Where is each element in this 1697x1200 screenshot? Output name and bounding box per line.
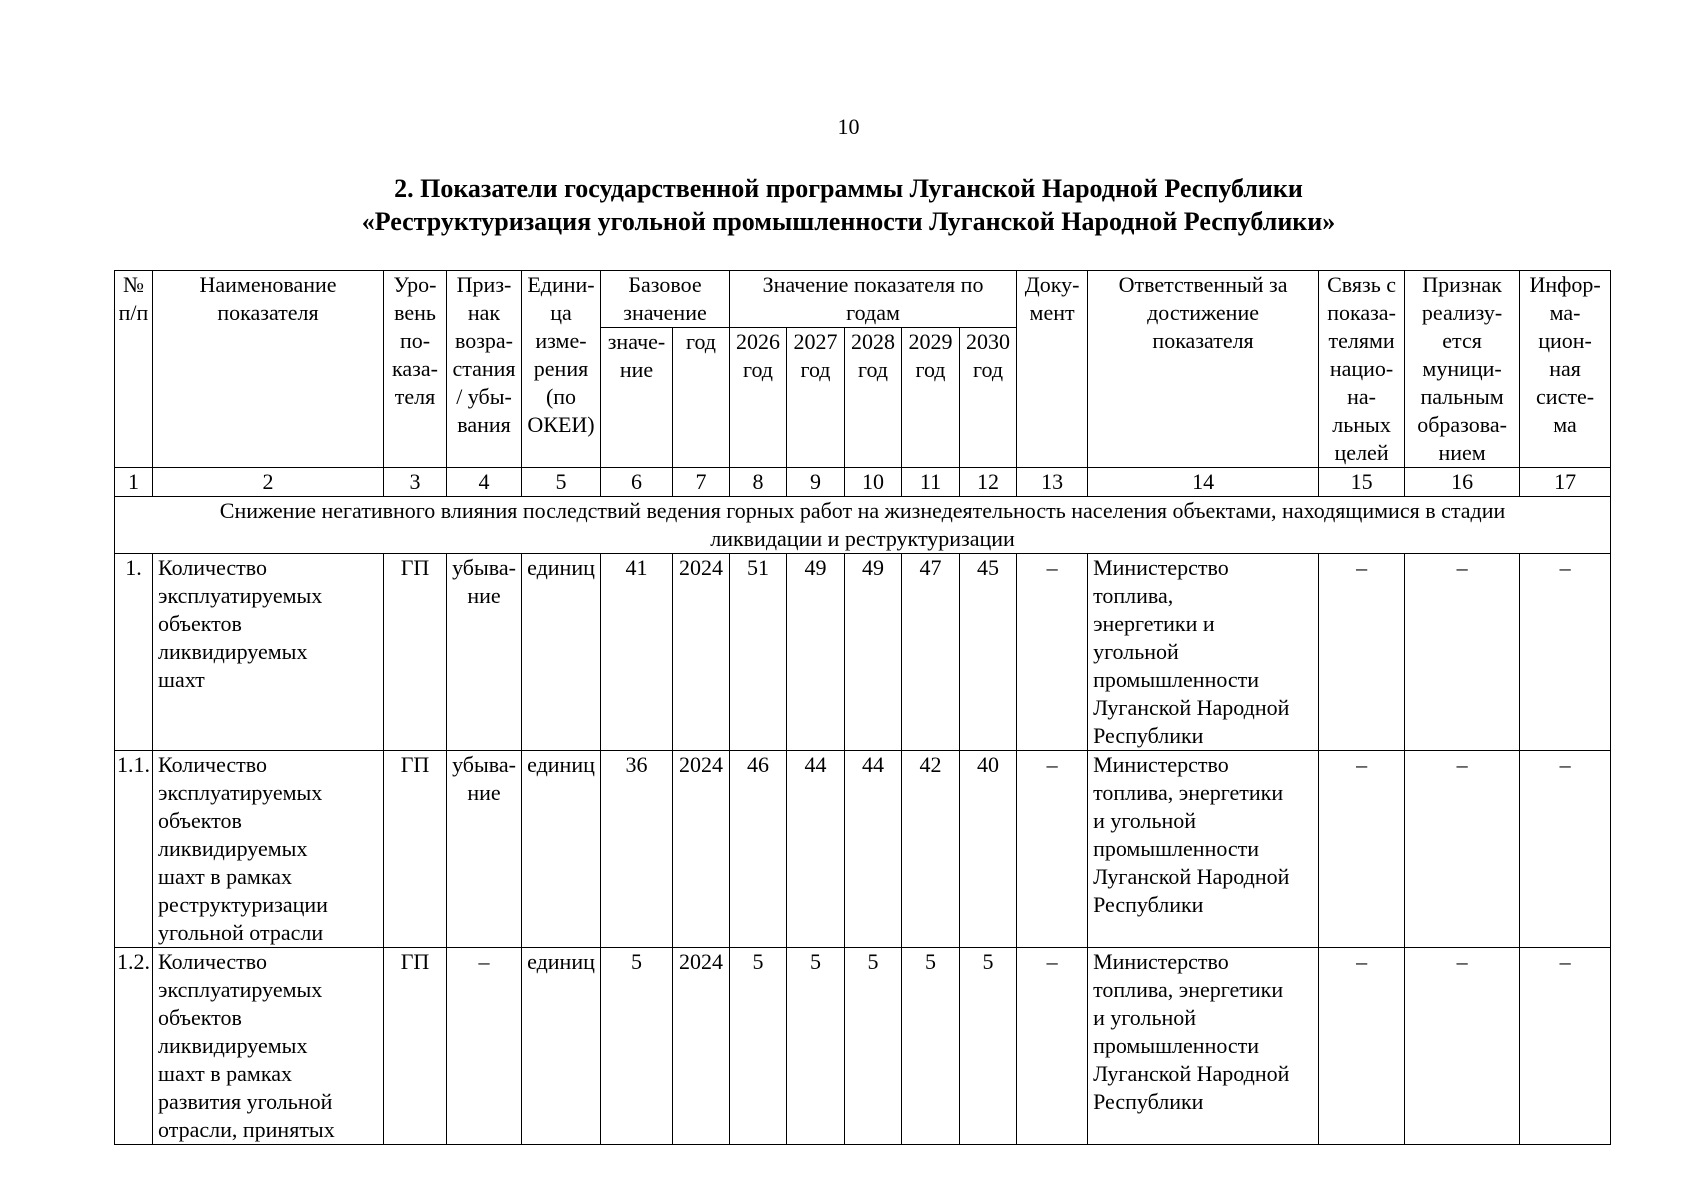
column-number: 9 — [787, 468, 845, 497]
column-number: 15 — [1319, 468, 1405, 497]
row-base-year: 2024 — [673, 948, 730, 1145]
row-value-2029: 47 — [902, 554, 960, 751]
row-value-2030: 45 — [960, 554, 1017, 751]
page-number: 10 — [837, 114, 860, 139]
indicators-table — [114, 270, 1611, 1145]
column-number: 11 — [902, 468, 960, 497]
row-responsible: Министерство топлива, энергетики и угольной промышленности Луганской Народной Республики — [1088, 554, 1319, 751]
row-value-2028: 5 — [845, 948, 902, 1145]
document-title — [0, 172, 1697, 238]
header-year-2030: 2030 год — [960, 328, 1017, 468]
row-base-value: 36 — [601, 751, 673, 948]
title-line-1: 2. Показатели государственной программы Луганской Народной Республики — [394, 174, 1303, 203]
column-number: 8 — [730, 468, 787, 497]
row-value-2029: 42 — [902, 751, 960, 948]
row-num: 1.2. — [115, 948, 153, 1145]
row-unit: единиц — [522, 554, 601, 751]
column-number: 10 — [845, 468, 902, 497]
table-row — [115, 751, 1611, 948]
row-national-goals: – — [1319, 554, 1405, 751]
header-base-value: значе- ние — [601, 328, 673, 468]
row-name: Количество эксплуатируемых объектов ликвидируемых шахт в рамках реструктуризации угольной отрасли — [153, 751, 384, 948]
row-municipal: – — [1405, 948, 1520, 1145]
row-value-2027: 49 — [787, 554, 845, 751]
row-level: ГП — [384, 751, 447, 948]
column-number-row — [115, 468, 1611, 497]
header-info-system: Инфор- ма- цион- ная систе- ма — [1520, 271, 1611, 468]
row-trend: убыва- ние — [447, 554, 522, 751]
header-base: Базовое значение — [601, 271, 730, 328]
column-number: 1 — [115, 468, 153, 497]
column-number: 2 — [153, 468, 384, 497]
header-year-2029: 2029 год — [902, 328, 960, 468]
header-unit: Едини- ца изме- рения (по ОКЕИ) — [522, 271, 601, 468]
row-national-goals: – — [1319, 751, 1405, 948]
row-document: – — [1017, 948, 1088, 1145]
row-base-year: 2024 — [673, 554, 730, 751]
row-info-system: – — [1520, 948, 1611, 1145]
header-base-year: год — [673, 328, 730, 468]
row-num: 1. — [115, 554, 153, 751]
header-values-by-year: Значение показателя по годам — [730, 271, 1017, 328]
row-value-2026: 46 — [730, 751, 787, 948]
header-document: Доку- мент — [1017, 271, 1088, 468]
row-level: ГП — [384, 554, 447, 751]
row-info-system: – — [1520, 554, 1611, 751]
column-number: 5 — [522, 468, 601, 497]
column-number: 16 — [1405, 468, 1520, 497]
row-value-2029: 5 — [902, 948, 960, 1145]
row-base-value: 5 — [601, 948, 673, 1145]
row-value-2027: 44 — [787, 751, 845, 948]
section-title: Снижение негативного влияния последствий ведения горных работ на жизнедеятельность населения объектами, находящимися в стадии ликвидации и реструктуризации — [115, 497, 1611, 554]
row-value-2028: 49 — [845, 554, 902, 751]
column-number: 17 — [1520, 468, 1611, 497]
row-value-2030: 40 — [960, 751, 1017, 948]
header-year-2028: 2028 год — [845, 328, 902, 468]
row-unit: единиц — [522, 751, 601, 948]
row-value-2030: 5 — [960, 948, 1017, 1145]
column-number: 6 — [601, 468, 673, 497]
column-number: 4 — [447, 468, 522, 497]
row-municipal: – — [1405, 554, 1520, 751]
row-base-value: 41 — [601, 554, 673, 751]
title-line-2: «Реструктуризация угольной промышленности Луганской Народной Республики» — [361, 207, 1336, 236]
row-name: Количество эксплуатируемых объектов ликвидируемых шахт — [153, 554, 384, 751]
row-municipal: – — [1405, 751, 1520, 948]
header-year-2026: 2026 год — [730, 328, 787, 468]
row-base-year: 2024 — [673, 751, 730, 948]
header-level: Уро- вень по- каза- теля — [384, 271, 447, 468]
row-value-2028: 44 — [845, 751, 902, 948]
column-number: 3 — [384, 468, 447, 497]
row-unit: единиц — [522, 948, 601, 1145]
header-year-2027: 2027 год — [787, 328, 845, 468]
header-responsible: Ответственный за достижение показателя — [1088, 271, 1319, 468]
row-document: – — [1017, 751, 1088, 948]
row-value-2026: 5 — [730, 948, 787, 1145]
header-name: Наименование показателя — [153, 271, 384, 468]
row-level: ГП — [384, 948, 447, 1145]
header-municipal: Признак реализу- ется муници- пальным образова- нием — [1405, 271, 1520, 468]
column-number: 12 — [960, 468, 1017, 497]
header-num: № п/п — [115, 271, 153, 468]
row-trend: – — [447, 948, 522, 1145]
table-row — [115, 948, 1611, 1145]
column-number: 13 — [1017, 468, 1088, 497]
row-document: – — [1017, 554, 1088, 751]
row-value-2026: 51 — [730, 554, 787, 751]
column-number: 14 — [1088, 468, 1319, 497]
header-national-goals: Связь с показа- телями нацио- на- льных целей — [1319, 271, 1405, 468]
row-name: Количество эксплуатируемых объектов ликвидируемых шахт в рамках развития угольной отрасли, принятых — [153, 948, 384, 1145]
header-trend: Приз- нак возра- стания / убы- вания — [447, 271, 522, 468]
row-value-2027: 5 — [787, 948, 845, 1145]
section-row — [115, 497, 1611, 554]
row-responsible: Министерство топлива, энергетики и угольной промышленности Луганской Народной Республики — [1088, 948, 1319, 1145]
row-num: 1.1. — [115, 751, 153, 948]
table-row — [115, 554, 1611, 751]
row-responsible: Министерство топлива, энергетики и угольной промышленности Луганской Народной Республики — [1088, 751, 1319, 948]
column-number: 7 — [673, 468, 730, 497]
row-national-goals: – — [1319, 948, 1405, 1145]
row-info-system: – — [1520, 751, 1611, 948]
row-trend: убыва- ние — [447, 751, 522, 948]
